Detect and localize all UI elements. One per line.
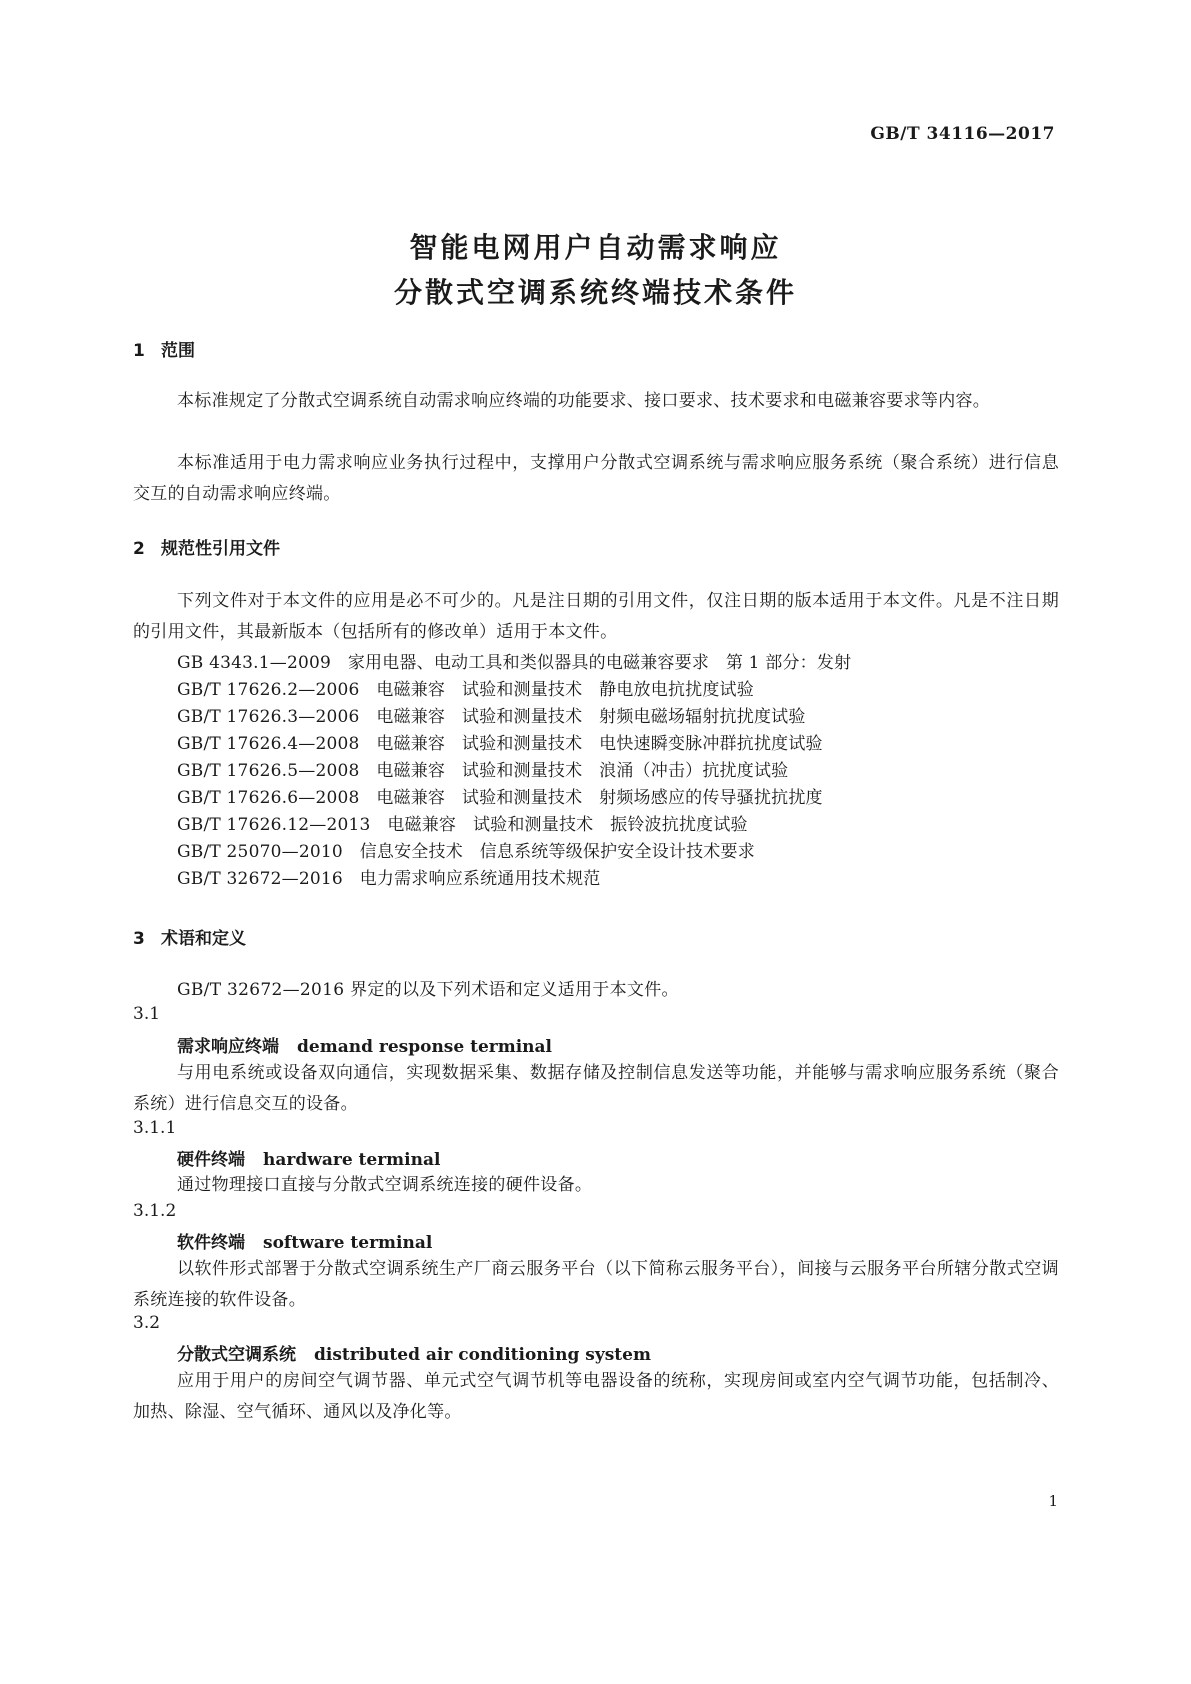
term-en: hardware terminal xyxy=(263,1150,441,1170)
term-heading xyxy=(177,1032,552,1057)
term-number: 3.1.2 xyxy=(133,1201,177,1221)
term-number: 3.1.1 xyxy=(133,1118,177,1138)
standard-code: GB/T 34116—2017 xyxy=(870,124,1055,144)
scope-paragraph-1: 本标准规定了分散式空调系统自动需求响应终端的功能要求、接口要求、技术要求和电磁兼容要求等内容。 xyxy=(177,391,991,411)
term-heading xyxy=(177,1145,440,1170)
term-zh: 软件终端 xyxy=(177,1233,245,1253)
term-number: 3.1 xyxy=(133,1004,161,1024)
scope-paragraph-2: 本标准适用于电力需求响应业务执行过程中，支撑用户分散式空调系统与需求响应服务系统（聚合系统）进行信息交互的自动需求响应终端。 xyxy=(133,453,1059,504)
reference-item: GB/T 17626.12—2013 电磁兼容 试验和测量技术 振铃波抗扰度试验 xyxy=(177,815,748,835)
reference-item: GB/T 17626.6—2008 电磁兼容 试验和测量技术 射频场感应的传导骚扰抗扰度 xyxy=(177,788,823,808)
section-heading-terms xyxy=(133,924,246,949)
term-definition: 与用电系统或设备双向通信，实现数据采集、数据存储及控制信息发送等功能，并能够与需求响应服务系统（聚合系统）进行信息交互的设备。 xyxy=(133,1063,1059,1114)
section-number: 3 xyxy=(133,929,145,949)
reference-item: GB/T 17626.5—2008 电磁兼容 试验和测量技术 浪涌（冲击）抗扰度试验 xyxy=(177,761,789,781)
section-heading-references xyxy=(133,534,280,559)
document-title-line1: 智能电网用户自动需求响应 xyxy=(409,231,782,264)
section-title: 规范性引用文件 xyxy=(161,539,280,559)
reference-item: GB/T 17626.3—2006 电磁兼容 试验和测量技术 射频电磁场辐射抗扰度试验 xyxy=(177,707,806,727)
reference-item: GB 4343.1—2009 家用电器、电动工具和类似器具的电磁兼容要求 第 1 部分：发射 xyxy=(177,653,852,673)
term-en: software terminal xyxy=(263,1233,433,1253)
section-title: 术语和定义 xyxy=(161,929,246,949)
reference-item: GB/T 25070—2010 信息安全技术 信息系统等级保护安全设计技术要求 xyxy=(177,842,755,862)
term-definition: 以软件形式部署于分散式空调系统生产厂商云服务平台（以下简称云服务平台），间接与云服务平台所辖分散式空调系统连接的软件设备。 xyxy=(133,1259,1059,1310)
reference-item: GB/T 17626.2—2006 电磁兼容 试验和测量技术 静电放电抗扰度试验 xyxy=(177,680,754,700)
section-number: 1 xyxy=(133,341,145,361)
term-heading xyxy=(177,1228,432,1253)
term-definition: 通过物理接口直接与分散式空调系统连接的硬件设备。 xyxy=(177,1175,593,1195)
references-intro: 下列文件对于本文件的应用是必不可少的。凡是注日期的引用文件，仅注日期的版本适用于本文件。凡是不注日期的引用文件，其最新版本（包括所有的修改单）适用于本文件。 xyxy=(133,591,1059,642)
term-definition: 应用于用户的房间空气调节器、单元式空气调节机等电器设备的统称，实现房间或室内空气调节功能，包括制冷、加热、除湿、空气循环、通风以及净化等。 xyxy=(133,1371,1059,1422)
terms-intro: GB/T 32672—2016 界定的以及下列术语和定义适用于本文件。 xyxy=(177,980,679,1000)
term-heading xyxy=(177,1340,651,1365)
term-en: demand response terminal xyxy=(297,1037,553,1057)
section-title: 范围 xyxy=(161,341,195,361)
term-zh: 分散式空调系统 xyxy=(177,1345,296,1365)
term-zh: 硬件终端 xyxy=(177,1150,245,1170)
page-number: 1 xyxy=(1048,1492,1058,1510)
reference-item: GB/T 17626.4—2008 电磁兼容 试验和测量技术 电快速瞬变脉冲群抗扰度试验 xyxy=(177,734,823,754)
reference-item: GB/T 32672—2016 电力需求响应系统通用技术规范 xyxy=(177,869,601,889)
term-en: distributed air conditioning system xyxy=(314,1345,651,1365)
section-number: 2 xyxy=(133,539,145,559)
term-zh: 需求响应终端 xyxy=(177,1037,279,1057)
term-number: 3.2 xyxy=(133,1313,161,1333)
section-heading-scope xyxy=(133,336,195,361)
document-title-line2: 分散式空调系统终端技术条件 xyxy=(393,276,797,309)
